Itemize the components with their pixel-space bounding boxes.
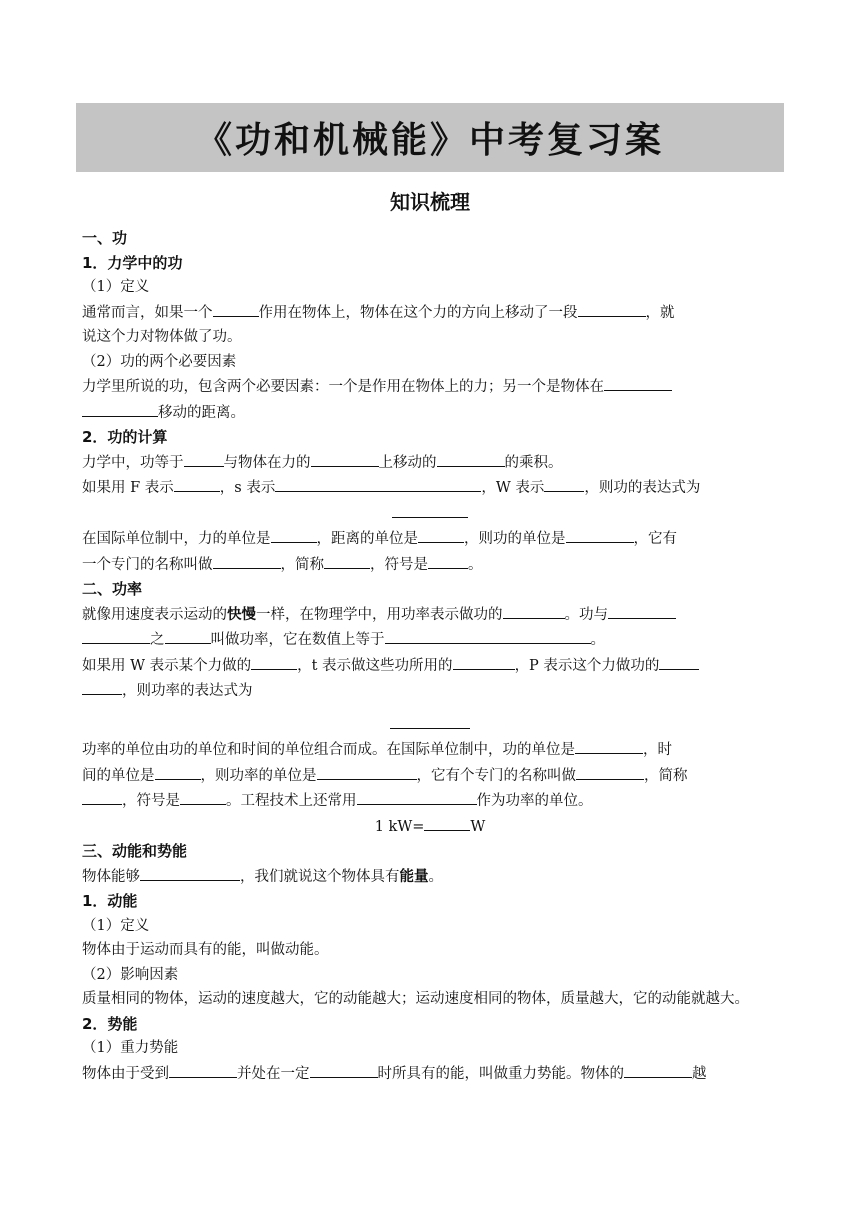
fill-blank[interactable] <box>385 627 591 644</box>
fill-blank[interactable] <box>624 1061 692 1078</box>
kinetic-factor-text: 质量相同的物体，运动的速度越大，它的动能越大；运动速度相同的物体，质量越大，它的动能就越大。 <box>82 991 749 1007</box>
subheading-mechanical-work: 1．力学中的功 <box>82 253 183 272</box>
fill-blank[interactable] <box>317 763 417 780</box>
fill-blank[interactable] <box>275 475 481 492</box>
fill-blank[interactable] <box>271 526 317 543</box>
calculation-paragraph-1: 力学中，功等于 与物体在力的 上移动的 的乘积。 <box>82 450 778 476</box>
formula-blank-row <box>82 501 778 527</box>
kinetic-factor-label: （2）影响因素 <box>82 966 179 983</box>
power-paragraph-1: 就像用速度表示运动的快慢一样，在物理学中，用功率表示做功的 。功与 之 叫做功率，它在数值上等于 。 <box>82 602 778 653</box>
subheading-kinetic-energy: 1．动能 <box>82 892 138 910</box>
fill-blank[interactable] <box>392 501 468 518</box>
fill-blank[interactable] <box>180 788 226 805</box>
fill-blank[interactable] <box>213 552 281 569</box>
fill-blank[interactable] <box>82 678 122 695</box>
kinetic-definition-text: 物体由于运动而具有的能，叫做动能。 <box>82 942 329 958</box>
fill-blank[interactable] <box>169 1061 237 1078</box>
section-subtitle: 知识梳理 <box>390 190 470 214</box>
fill-blank[interactable] <box>659 653 699 670</box>
fill-blank[interactable] <box>324 552 370 569</box>
fill-blank[interactable] <box>578 300 646 317</box>
fill-blank[interactable] <box>604 374 672 391</box>
definition-paragraph: 通常而言，如果一个 作用在物体上，物体在这个力的方向上移动了一段 ，就 说这个力对物体做了功。 <box>82 300 778 350</box>
definition-label: （1）定义 <box>82 279 150 295</box>
fill-blank[interactable] <box>184 450 224 467</box>
section-heading-power: 二、功率 <box>82 580 143 598</box>
fill-blank[interactable] <box>357 788 477 805</box>
fill-blank[interactable] <box>82 400 158 417</box>
fill-blank[interactable] <box>82 627 150 644</box>
fill-blank[interactable] <box>174 475 220 492</box>
calculation-paragraph-2: 如果用 F 表示 ，s 表示 ，W 表示 ，则功的表达式为 <box>82 475 778 501</box>
fill-blank[interactable] <box>453 653 515 670</box>
fill-blank[interactable] <box>576 763 644 780</box>
fill-blank[interactable] <box>140 864 240 881</box>
subheading-potential-energy: 2．势能 <box>82 1014 138 1033</box>
document-title: 《功和机械能》中考复习案 <box>195 119 664 161</box>
fill-blank[interactable] <box>544 475 584 492</box>
kinetic-definition-label: （1）定义 <box>82 917 150 934</box>
section-heading-work: 一、功 <box>82 229 128 247</box>
fill-blank[interactable] <box>213 300 259 317</box>
fill-blank[interactable] <box>390 712 470 729</box>
fill-blank[interactable] <box>155 763 201 780</box>
unit-paragraph: 在国际单位制中，力的单位是 ，距离的单位是 ，则功的单位是 ，它有 一个专门的名称叫做 ，简称 ，符号是 。 <box>82 526 778 577</box>
kilowatt-conversion: 1 kW= W <box>82 814 778 840</box>
gravitational-label: （1）重力势能 <box>82 1040 179 1056</box>
fill-blank[interactable] <box>424 814 470 831</box>
factors-paragraph: 力学里所说的功，包含两个必要因素：一个是作用在物体上的力；另一个是物体在 移动的距离。 <box>82 374 778 425</box>
document-body <box>82 226 778 1086</box>
factors-label: （2）功的两个必要因素 <box>82 353 237 370</box>
fill-blank[interactable] <box>82 788 122 805</box>
title-banner <box>76 103 784 172</box>
fill-blank[interactable] <box>575 737 643 754</box>
fill-blank[interactable] <box>251 653 297 670</box>
fill-blank[interactable] <box>437 450 505 467</box>
section-heading-kinetic-potential: 三、动能和势能 <box>82 842 188 860</box>
gravitational-paragraph: 物体由于受到 并处在一定 时所具有的能，叫做重力势能。物体的 越 <box>82 1061 778 1087</box>
fill-blank[interactable] <box>566 526 634 543</box>
power-formula-blank-row <box>82 712 778 738</box>
fill-blank[interactable] <box>418 526 464 543</box>
energy-intro: 物体能够 ，我们就说这个物体具有能量。 <box>82 864 778 890</box>
fill-blank[interactable] <box>503 602 565 619</box>
power-unit-paragraph: 功率的单位由功的单位和时间的单位组合而成。在国际单位制中，功的单位是 ，时 间的单位是 ，则功率的单位是 ，它有个专门的名称叫做 ，简称 ，符号是 。工程技术上还常用 作为功率的单位。 <box>82 737 778 814</box>
fill-blank[interactable] <box>311 450 379 467</box>
power-paragraph-2: 如果用 W 表示某个力做的 ，t 表示做这些功所用的 ，P 表示这个力做功的 ，则功率的表达式为 <box>82 653 778 704</box>
fill-blank[interactable] <box>428 552 468 569</box>
subheading-work-calculation: 2．功的计算 <box>82 428 168 446</box>
fill-blank[interactable] <box>310 1061 378 1078</box>
fill-blank[interactable] <box>608 602 676 619</box>
fill-blank[interactable] <box>165 627 211 644</box>
